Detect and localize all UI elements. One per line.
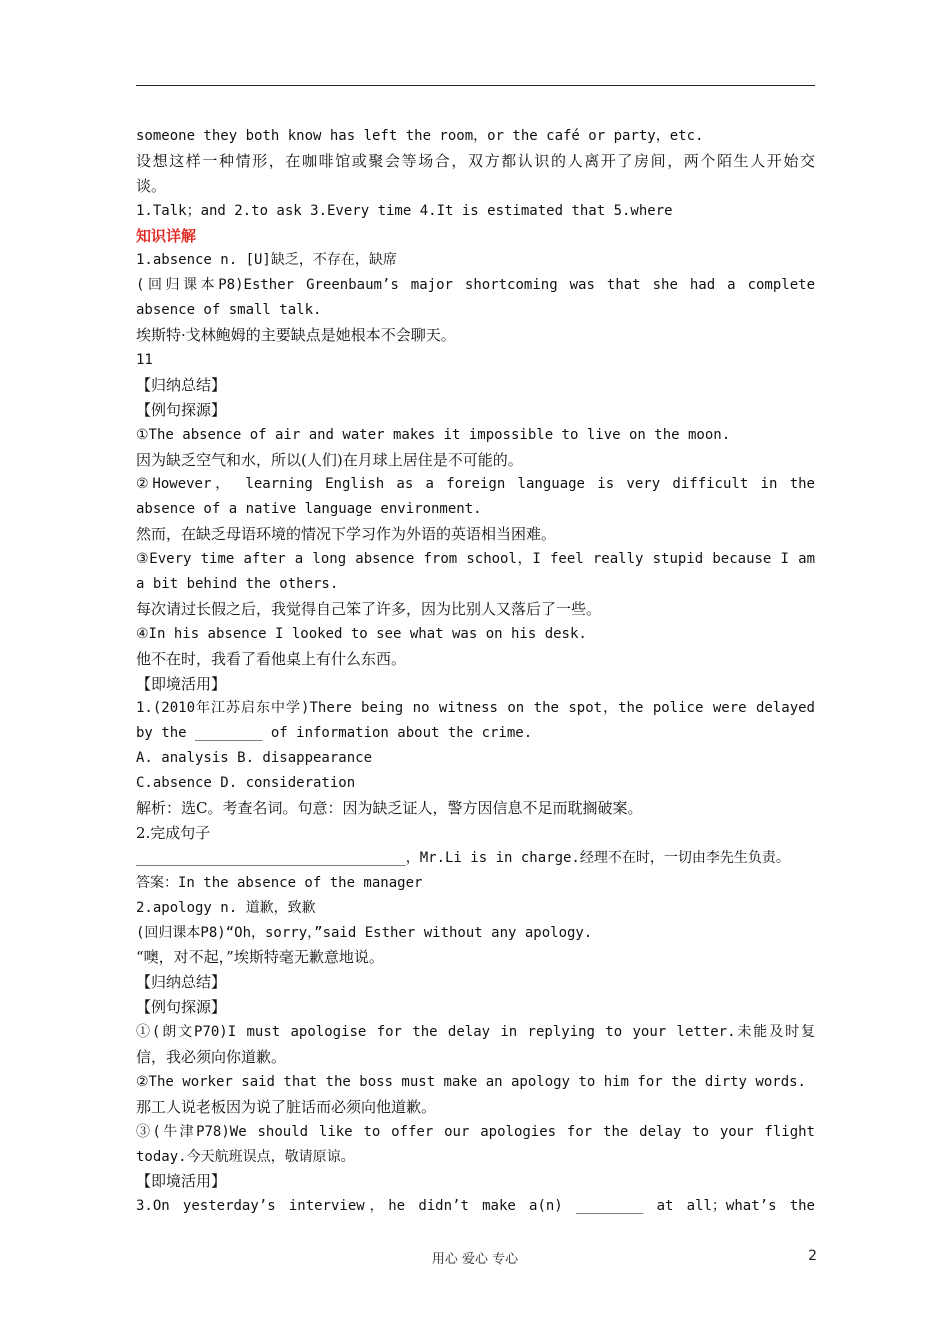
text-line: 2.完成句子 (136, 823, 211, 842)
text-line: 【例句探源】 (136, 998, 227, 1017)
text-line: today.今天航班误点，敬请原谅。 (136, 1148, 355, 1165)
page-number: 2 (808, 1248, 817, 1264)
text-line: 1.(2010年江苏启东中学)There being no witness on the spot，the police were delayed (136, 700, 815, 717)
section-heading: 知识详解 (136, 226, 197, 245)
footer-motto: 用心 爱心 专心 (431, 1252, 519, 1267)
text-line: 11 (136, 352, 153, 369)
text-line: 然而，在缺乏母语环境的情况下学习作为外语的英语相当困难。 (136, 525, 557, 544)
text-line: ②However， learning English as a foreign language is very difficult in the (136, 476, 815, 493)
text-line: “噢，对不起，”埃斯特毫无歉意地说。 (136, 948, 384, 967)
text-line: ①(朗文P70)I must apologise for the delay in replying to your letter.未能及时复 (136, 1024, 815, 1041)
text-line: 那工人说老板因为说了脏话而必须向他道歉。 (136, 1097, 437, 1116)
text-line: 他不在时，我看了看他桌上有什么东西。 (136, 649, 407, 668)
header-rule (136, 85, 815, 86)
text-line: ②The worker said that the boss must make an apology to him for the dirty words. (136, 1073, 806, 1090)
text-line: someone they both know has left the room，or the café or party，etc. (136, 128, 704, 144)
text-line: 1.absence n. [U]缺乏，不存在，缺席 (136, 252, 397, 269)
text-line: 信，我必须向你道歉。 (136, 1047, 287, 1066)
text-line: (回归课本P8)Esther Greenbaum’s major shortcoming was that she had a complete (136, 277, 815, 294)
text-line: 【例句探源】 (136, 400, 227, 419)
text-line: 2.apology n. 道歉，致歉 (136, 899, 316, 916)
text-line: by the ________ of information about the crime. (136, 725, 533, 742)
text-line: 解析：选C。考查名词。句意：因为缺乏证人，警方因信息不足而耽搁破案。 (136, 799, 643, 818)
document-body (136, 124, 815, 1219)
text-line: (回归课本P8)“Oh，sorry，”said Esther without any apology. (136, 924, 593, 941)
text-line: 1.Talk；and 2.to ask 3.Every time 4.It is estimated that 5.where (136, 202, 673, 219)
text-line: absence of small talk. (136, 302, 322, 319)
text-line: ________________________________，Mr.Li is in charge.经理不在时，一切由李先生负责。 (136, 849, 790, 866)
text-line: ④In his absence I looked to see what was on his desk. (136, 625, 587, 642)
text-line: 【即境活用】 (136, 674, 227, 693)
text-line: 【归纳总结】 (136, 973, 227, 992)
text-line: 3.On yesterday’s interview，he didn’t make a(n) ________ at all；what’s the (136, 1198, 815, 1215)
text-line: 【归纳总结】 (136, 375, 227, 394)
text-line: A. analysis B. disappearance (136, 750, 373, 767)
text-line: 因为缺乏空气和水，所以(人们)在月球上居住是不可能的。 (136, 450, 523, 469)
text-line: 设想这样一种情形，在咖啡馆或聚会等场合，双方都认识的人离开了房间，两个陌生人开始交 (136, 151, 815, 170)
text-line: 谈。 (136, 176, 167, 195)
text-line: 答案：In the absence of the manager (136, 874, 423, 891)
text-line: ①The absence of air and water makes it impossible to live on the moon. (136, 426, 731, 443)
text-line: 埃斯特·戈林鲍姆的主要缺点是她根本不会聊天。 (136, 326, 456, 345)
text-line: ③Every time after a long absence from school，I feel really stupid because I am (136, 551, 815, 568)
text-line: C.absence D. consideration (136, 775, 356, 792)
text-line: a bit behind the others. (136, 576, 339, 593)
text-line: 每次请过长假之后，我觉得自己笨了许多，因为比别人又落后了一些。 (136, 599, 602, 618)
text-line: 【即境活用】 (136, 1172, 227, 1191)
text-line: ③(牛津P78)We should like to offer our apologies for the delay to your flight (136, 1123, 815, 1140)
text-line: absence of a native language environment. (136, 501, 482, 518)
